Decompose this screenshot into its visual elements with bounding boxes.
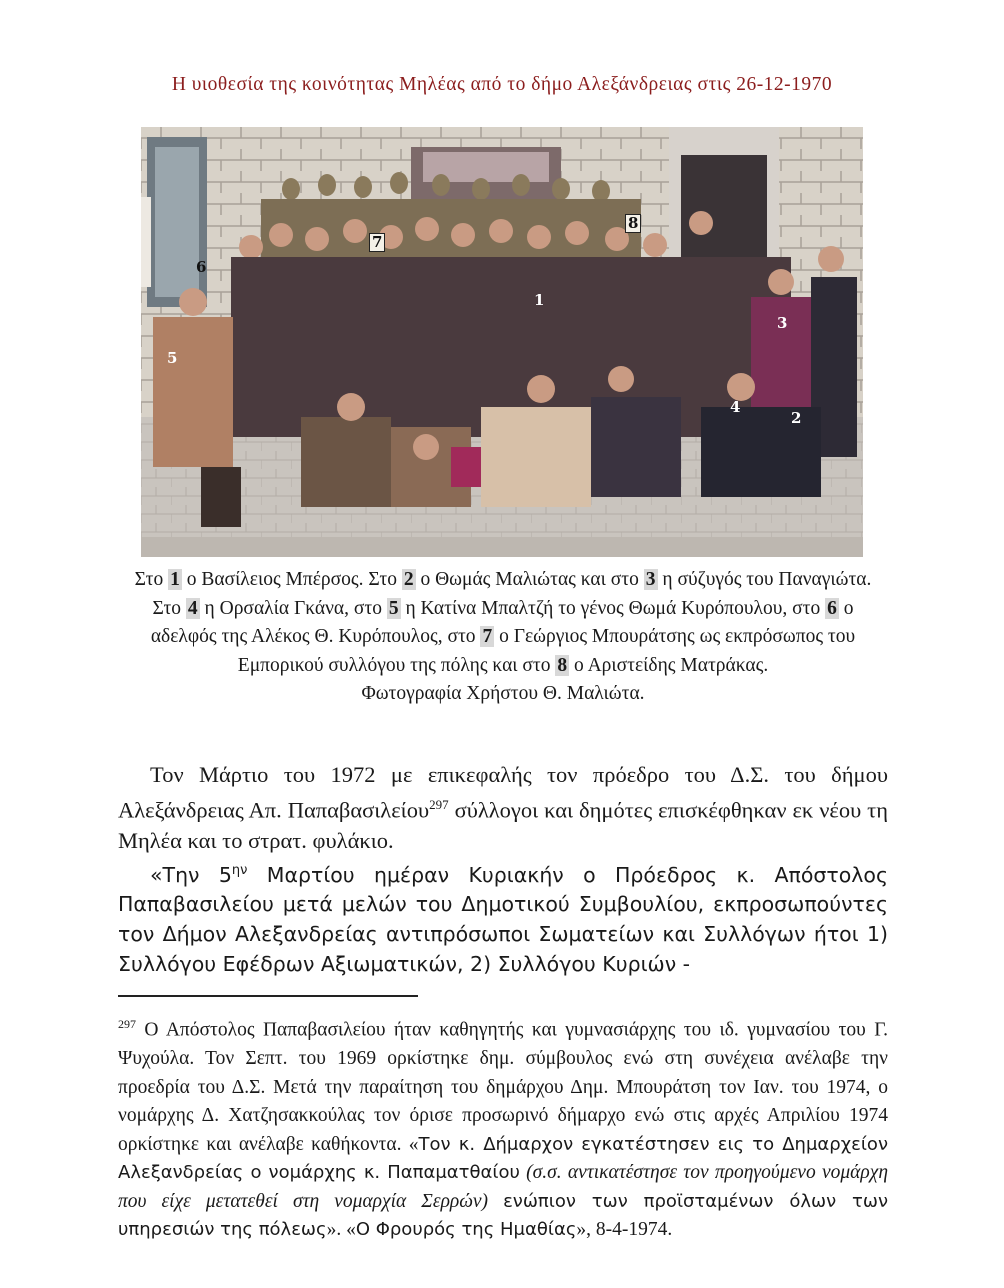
photo-label-5: 5	[167, 349, 178, 367]
photo-label-8: 8	[625, 214, 641, 233]
caption-num-5: 5	[388, 597, 399, 619]
photo-illustration	[141, 127, 863, 557]
footnote-297: $^{297}$ Ο Απόστολος Παπαβασιλείου ήταν καθηγητής και γυμνασιάρχης του ιδ. γυμνασίου του Γ. Ψυχούλα. Τον Σεπτ. του 1969 ορκίστηκε δημ. σύμβουλος ενώ στη συνέχεια ανέλαβε την προεδρία του Δ.Σ. Μετά την παραίτηση του δημάρχου Δημ. Μπουράτση τον Ιαν. του 1974, ο νομάρχης Δ. Χατζησακκούλας τον όρισε προσωρινό δήμαρχο ενώ στις αρχές Απριλίου 1974 ορκίστηκε και ανέλαβε καθήκοντα. «Τον κ. Δήμαρχον εγκατέστησεν εις το Δημαρχείον Αλεξανδρείας ο νομάρχης κ. Παπαματθαίου (σ.σ. αντικατέστησε τον προηγούμενο νομάρχη που είχε μετατεθεί στη νομαρχία Σερρών) ενώπιον των προϊσταμένων όλων των υπηρεσιών της πόλεως». «Ο Φρουρός της Ημαθίας», 8-4-1974.	[118, 1017, 888, 1240]
photo-label-3: 3	[777, 314, 788, 332]
body-text	[118, 760, 888, 979]
photo-label-6: 6	[196, 258, 207, 276]
photo-label-7: 7	[369, 233, 385, 252]
running-title: Η υιοθεσία της κοινότητας Μηλέας από το δήμο Αλεξάνδρειας στις 26-12-1970	[171, 74, 833, 95]
photo-label-2: 2	[791, 409, 802, 427]
photo-label-1: 1	[534, 291, 545, 309]
photo-credit: Φωτογραφία Χρήστου Θ. Μαλιώτα.	[361, 683, 645, 704]
footnote-divider	[118, 995, 418, 997]
caption-num-2: 2	[403, 569, 414, 590]
caption-num-6: 6	[827, 597, 837, 619]
group-photograph	[141, 127, 863, 557]
caption-num-3: 3	[645, 569, 656, 590]
paragraph-2-quote: «Την $5^{\eta\nu}$ Μαρτίου ημέραν Κυριακήν ο Πρόεδρος κ. Απόστολος Παπαβασιλείου μετά μελών του Δημοτικού Συμβουλίου, εκπροσωπούντες τον Δήμον Αλεξανδρείας αντιπρόσωποι Σωματείων και Συλλόγων ήτοι 1) Συλλόγου Εφέδρων Αξιωματικών, 2) Συλλόγου Κυριών -	[118, 862, 888, 977]
footnote-source: Ο Φρουρός της Ημαθίας	[355, 1219, 577, 1240]
photo-caption: Στο 1 ο Βασίλειος Μπέρσος. Στο 2 ο Θωμάς Μαλιώτας και στο 3 η σύζυγός του Παναγιώτα. Στο 4 η Ορσαλία Γκάνα, στο 5 η Κατίνα Μπαλτζή το γένος Θωμά Κυρόπουλου, στο 6 ο αδελφός της Αλέκος Θ. Κυρόπουλος, στο 7 ο Γεώργιος Μπουράτσης ως εκπρόσωπος του Εμπορικού συλλόγου της πόλης και στο 8 ο Αριστείδης Ματράκας. Φωτογραφία Χρήστου Θ. Μαλιώτα.	[134, 569, 872, 704]
footnote-number: 297	[118, 1017, 136, 1031]
photo-label-4: 4	[730, 398, 741, 416]
footnote-ref: 297	[429, 797, 449, 812]
paragraph-1: Τον Μάρτιο του 1972 με επικεφαλής τον πρόεδρο του Δ.Σ. του δήμου Αλεξάνδρειας Απ. Παπαβασιλείου$^{297}$ σύλλογοι και δημότες επισκέφθηκαν εκ νέου τη Μηλέα και το στρατ. φυλάκιο.	[118, 762, 888, 853]
caption-num-8: 8	[557, 654, 568, 676]
caption-num-1: 1	[170, 569, 180, 590]
caption-num-4: 4	[187, 597, 198, 619]
caption-num-7: 7	[482, 626, 493, 647]
